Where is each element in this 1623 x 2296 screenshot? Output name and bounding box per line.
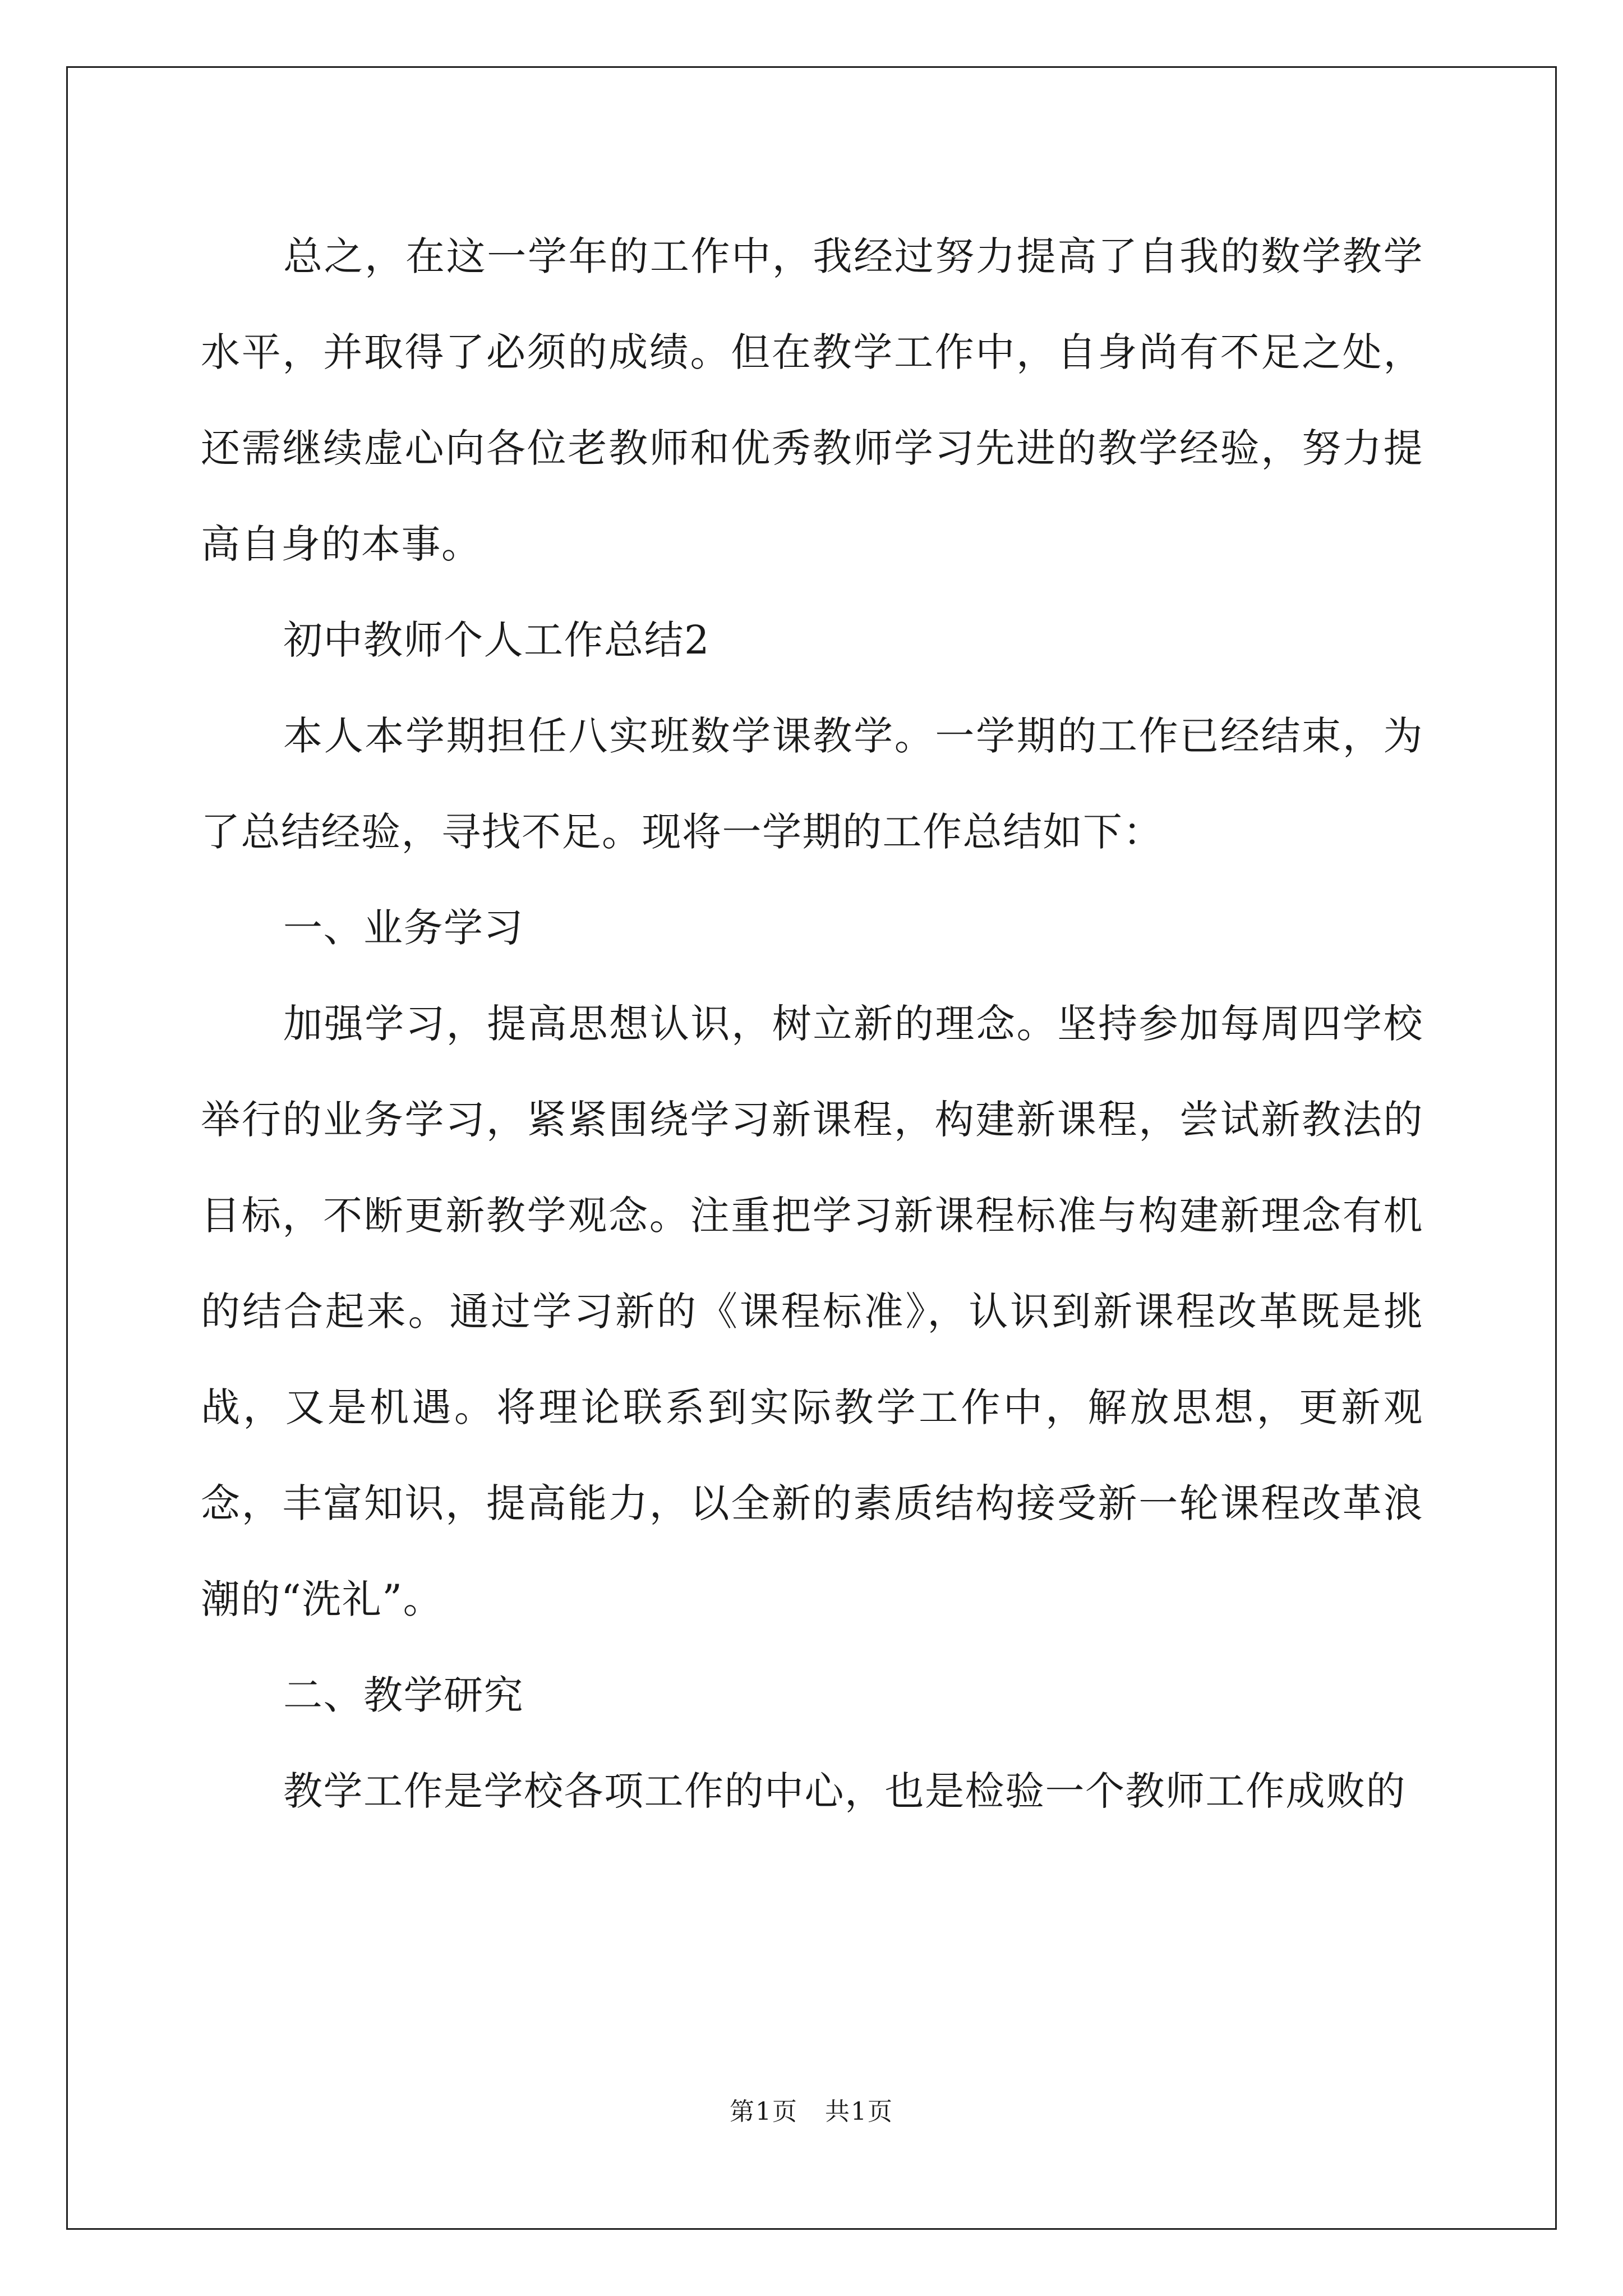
paragraph-summary: 总之，在这一学年的工作中，我经过努力提高了自我的数学教学水平，并取得了必须的成绩。但在教学工作中，自身尚有不足之处，还需继续虚心向各位老教师和优秀教师学习先进的教学经验，努力提高自身的本事。 xyxy=(201,233,1423,567)
paragraph-intro: 本人本学期担任八实班数学课教学。一学期的工作已经结束，为了总结经验，寻找不足。现将一学期的工作总结如下： xyxy=(201,713,1423,855)
paragraph-teaching-research: 教学工作是学校各项工作的中心，也是检验一个教师工作成败的 xyxy=(283,1768,1406,1814)
paragraph-business-study: 加强学习，提高思想认识，树立新的理念。坚持参加每周四学校举行的业务学习，紧紧围绕学习新课程，构建新课程，尝试新教法的目标，不断更新教学观念。注重把学习新课程标准与构建新理念有机的结合起来。通过学习新的《课程标准》，认识到新课程改革既是挑战，又是机遇。将理论联系到实际教学工作中，解放思想，更新观念，丰富知识，提高能力，以全新的素质结构接受新一轮课程改革浪潮的“洗礼”。 xyxy=(201,1001,1423,1622)
page-number: 第1页 xyxy=(730,2097,799,2126)
heading-teaching-research: 二、教学研究 xyxy=(283,1672,524,1718)
document-body xyxy=(201,209,1423,1839)
page-footer xyxy=(0,2091,1623,2127)
section-title: 初中教师个人工作总结2 xyxy=(283,617,711,663)
page-total: 共1页 xyxy=(824,2097,893,2126)
heading-business-study: 一、业务学习 xyxy=(283,905,524,951)
